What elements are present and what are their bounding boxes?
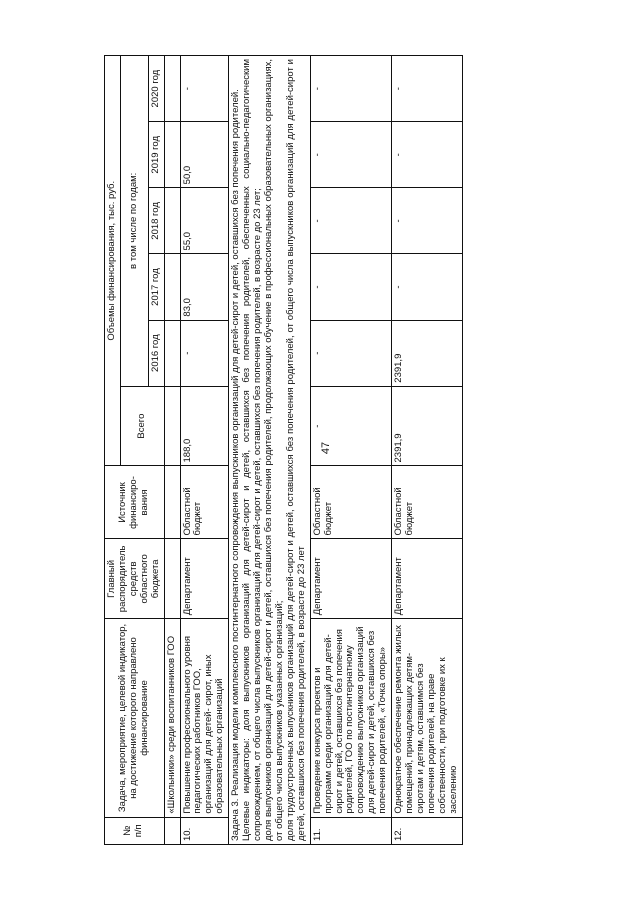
task-row <box>229 56 310 845</box>
header-num: № п/п <box>105 817 165 844</box>
cell-year: 55,0 <box>180 188 229 254</box>
cell-source <box>164 466 180 539</box>
header-task: Задача, мероприятие, целевой индикатор, на достижение которого направлено финансирование <box>105 619 165 817</box>
cell-year <box>164 320 180 386</box>
cell-year: - <box>392 254 463 320</box>
page-number: 47 <box>320 441 332 455</box>
header-by-years: в том числе по годам: <box>120 56 148 387</box>
cell-manager <box>164 539 180 619</box>
cell-task: Проведение конкурса проектов и программ среди организаций для детей-сирот и детей, оставшихся без попечения родителей, ГОО по постинтернатному сопровождению выпускников организаций для детей-сирот и детей, оставшихся без попечения родителей, «Точка опоры» <box>310 619 391 817</box>
cell-year: - <box>392 188 463 254</box>
table-row <box>392 56 463 845</box>
cell-total: 188,0 <box>180 386 229 466</box>
cell-total: - <box>310 386 391 466</box>
cell-year: 83,0 <box>180 254 229 320</box>
cell-year: 2391,9 <box>392 320 463 386</box>
cell-year: 50,0 <box>180 122 229 188</box>
header-total: Всего <box>120 386 164 466</box>
cell-source: Областной бюджет <box>392 466 463 539</box>
cell-year: - <box>310 320 391 386</box>
table-row <box>310 56 391 845</box>
table-row <box>164 56 180 845</box>
cell-source: Областной бюджет <box>180 466 229 539</box>
indicator-text: доля трудоустроенных выпускников организаций для детей-сирот и детей, оставшихся без попечения родителей, от общего числа выпускников организаций для детей-сирот и детей, оставшихся без попечения родителей, в возрасте до 23 лет <box>284 59 307 841</box>
cell-manager: Департамент <box>310 539 391 619</box>
landscape-page <box>104 55 459 845</box>
header-volumes: Объемы финансирования, тыс. руб. <box>105 56 121 467</box>
indicator-text: Целевые индикаторы: доля выпускников организаций для детей-сирот и детей, оставшихся без попечения родителей, обеспеченных социально-педагогическим сопровождением, от общего числа выпускников организаций для детей-сирот и детей, оставшихся без попечения родителей, в возрасте до 23 лет; <box>241 59 264 841</box>
cell-manager: Департамент <box>180 539 229 619</box>
cell-year: - <box>310 122 391 188</box>
header-year: 2020 год <box>148 56 164 122</box>
cell-source: Областной бюджет <box>310 466 391 539</box>
cell-task: «Школьники» среди воспитанников ГОО <box>164 619 180 817</box>
cell-year: - <box>310 188 391 254</box>
indicator-text: доля выпускников организаций для детей-сирот и детей, оставшихся без попечения родителей, продолжающих обучение в профессиональных образовательных организациях, от общего числа выпускников указанных организаций; <box>262 59 285 841</box>
cell-year <box>164 254 180 320</box>
cell-total <box>164 386 180 466</box>
cell-year: - <box>392 122 463 188</box>
cell-year: - <box>180 56 229 122</box>
header-row-1 <box>105 56 121 845</box>
header-year: 2016 год <box>148 320 164 386</box>
cell-year <box>164 188 180 254</box>
cell-total: 2391,9 <box>392 386 463 466</box>
cell-num: 10. <box>180 817 229 844</box>
task-3-title: Задача 3. Реализация модели комплексного постинтернатного сопровождения выпускников организаций для детей-сирот и детей, оставшихся без попечения родителей. <box>230 89 242 841</box>
cell-year: - <box>392 56 463 122</box>
cell-num: 12. <box>392 817 463 844</box>
cell-year <box>164 56 180 122</box>
header-year: 2019 год <box>148 122 164 188</box>
cell-year: - <box>180 320 229 386</box>
cell-task: Однократное обеспечение ремонта жилых помещений, принадлежащих детям-сиротам и детям, оставшимся без попечения родителей, на праве собственности, при подготовке их к заселению <box>392 619 463 817</box>
cell-task: Повышение профессионального уровня педагогических работников ГОО, организаций для детей- сирот, иных образовательных организаций <box>180 619 229 817</box>
financing-table <box>104 55 463 845</box>
cell-num <box>164 817 180 844</box>
cell-year: - <box>310 254 391 320</box>
task-3-indicators <box>242 59 308 841</box>
header-source: Источник финансиро-вания <box>105 466 165 539</box>
table-row <box>180 56 229 845</box>
cell-num: 11. <box>310 817 391 844</box>
header-year: 2018 год <box>148 188 164 254</box>
header-manager: Главный распорядитель средств областного бюджета <box>105 539 165 619</box>
cell-manager: Департамент <box>392 539 463 619</box>
task-3-block <box>229 56 310 845</box>
cell-year <box>164 122 180 188</box>
cell-year: - <box>310 56 391 122</box>
header-year: 2017 год <box>148 254 164 320</box>
